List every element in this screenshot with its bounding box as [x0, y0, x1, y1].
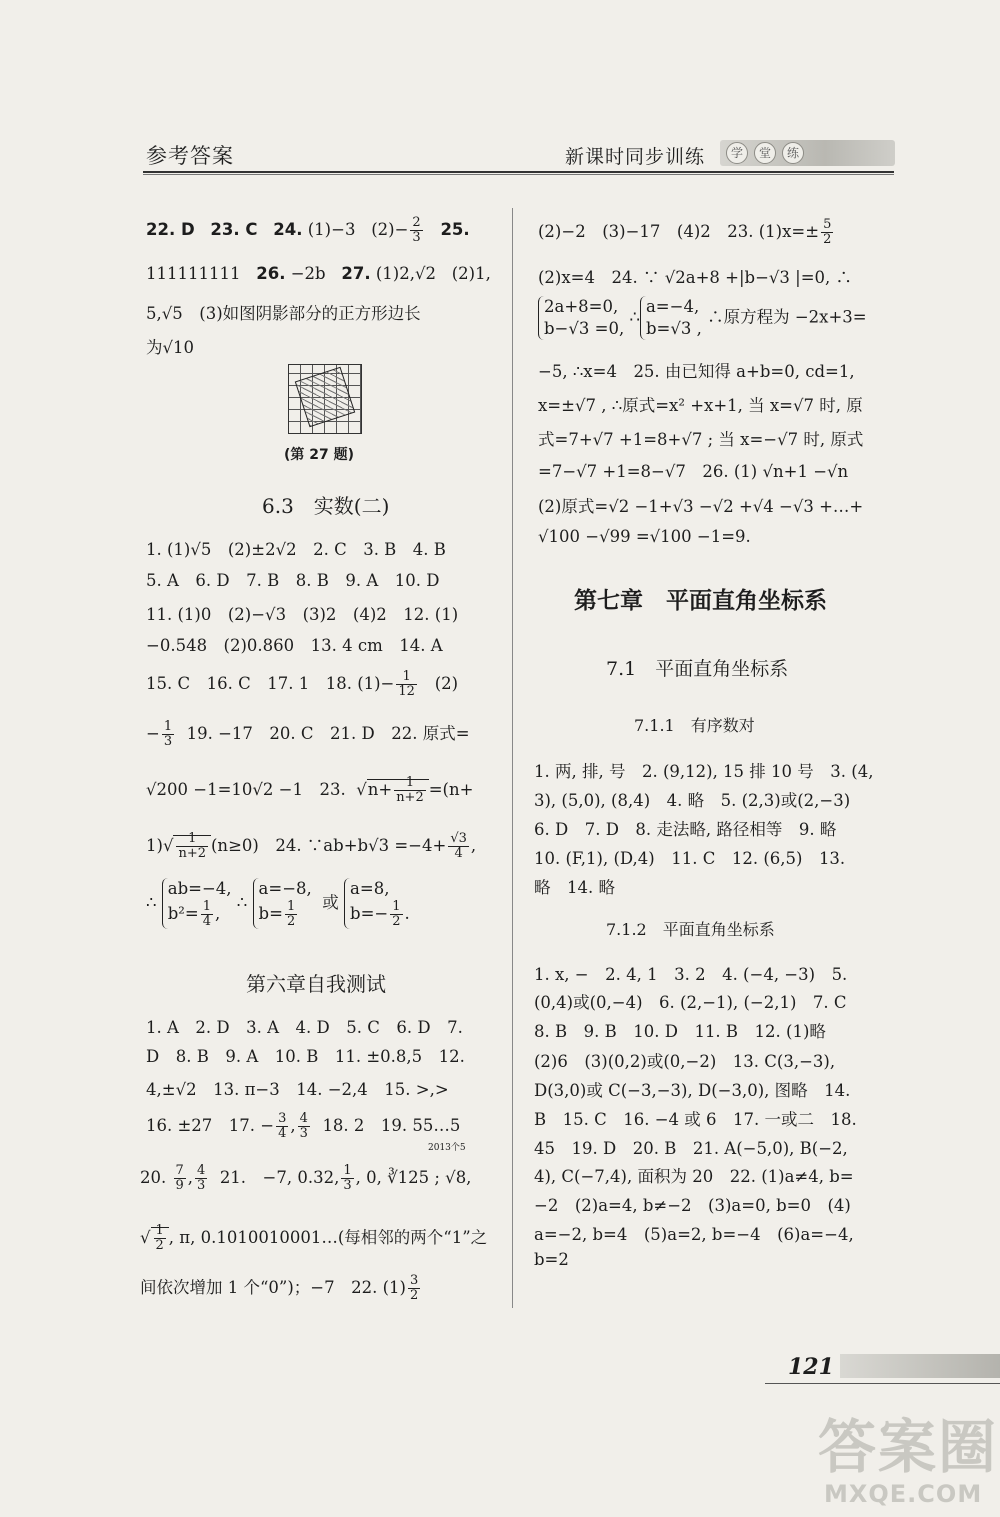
answer-line: 1. 两, 排, 号 2. (9,12), 15 排 10 号 3. (4,	[534, 762, 874, 781]
answer-line: D(3,0)或 C(−3,−3), D(−3,0), 图略 14.	[534, 1081, 851, 1100]
answer-line: 20. $\frac{7}{9}$ , $\frac{4}{3}$ 21. −7, 0.32, $\frac{1}{3}$ , 0, ∛125 ; √8,	[140, 1163, 472, 1193]
fraction	[201, 900, 213, 929]
watermark-logo: 答案圈	[818, 1413, 999, 1481]
answer-line: 6. D 7. D 8. 走法略, 路径相等 9. 略	[534, 820, 837, 839]
answer-27-part2: (2)1,	[451, 264, 491, 283]
answer-line: x=±√7 , ∴原式=x² +x+1, 当 x=√7 时, 原	[538, 396, 863, 415]
answer-line: 11. (1)0 (2)−√3 (3)2 (4)2 12. (1)	[146, 605, 459, 624]
answer-line: 1. A 2. D 3. A 4. D 5. C 6. D 7.	[146, 1018, 463, 1037]
answer-line: =7−√7 +1=8−√7 26. (1) √n+1 −√n	[538, 462, 849, 481]
equation-system: ab=−4, b²= $\frac{1}{4}$ ,	[162, 878, 232, 929]
header-rule-thin	[143, 174, 894, 175]
answer-text: ,	[470, 836, 477, 855]
answer-text: 20.	[140, 1168, 167, 1187]
answer-line: (2)原式=√2 −1+√3 −√2 +√4 −√3 +…+	[538, 497, 864, 516]
equation-system	[640, 296, 702, 340]
numerator: √3	[450, 831, 467, 846]
therefore-symbol: ∴	[236, 893, 248, 912]
numerator: 1	[392, 899, 401, 914]
denominator: 12	[398, 684, 415, 699]
denominator: 3	[343, 1178, 352, 1193]
answer-line: 式=7+√7 +1=8+√7 ; 当 x=−√7 时, 原式	[538, 430, 864, 449]
answer-line: 为√10	[146, 338, 195, 357]
answer-line: √ $\frac{1}{2}$ , π, 0.1010010001…(每相邻的两个“1”之	[140, 1223, 488, 1253]
figure-caption: (第 27 题)	[284, 447, 355, 463]
numerator: 1	[394, 776, 426, 791]
answer-27-number: 27.	[341, 264, 371, 283]
fraction	[410, 216, 422, 245]
answer-text: 21. −7, 0.32,	[219, 1168, 340, 1187]
denominator: 4	[454, 846, 463, 861]
header-rule	[143, 171, 894, 173]
grid-figure	[288, 364, 362, 434]
fraction	[821, 218, 833, 247]
answer-22: 22. D	[146, 220, 195, 239]
sqrt-expression	[173, 831, 211, 861]
column-separator	[512, 208, 513, 1308]
answer-text: 15. C 16. C 17. 1 18. (1)−	[146, 674, 395, 693]
answer-26-number: 26.	[256, 264, 286, 283]
section-title-6-3: 6.3 实数(二)	[262, 494, 390, 518]
answer-line: D 8. B 9. A 10. B 11. ±0.8,5 12.	[146, 1047, 465, 1066]
answer-line: √100 −√99 =√100 −1=9.	[538, 527, 751, 546]
answer-text: (2)−2 (3)−17 (4)2 23. (1)x=±	[538, 222, 820, 241]
watermark-url: MXQE.COM	[824, 1480, 983, 1508]
numerator: 1	[202, 899, 212, 914]
answer-line: 8. B 9. B 10. D 11. B 12. (1)略	[534, 1022, 826, 1041]
numerator: 1	[396, 670, 417, 685]
equation-system	[538, 296, 624, 340]
answer-text: (2)	[434, 674, 459, 693]
answer-text: 间依次增加 1 个“0”)；−7 22. (1)	[140, 1278, 406, 1297]
fraction	[390, 900, 402, 929]
answer-line: 3), (5,0), (8,4) 4. 略 5. (2,3)或(2,−3)	[534, 791, 851, 810]
page-number-rule	[765, 1383, 1000, 1384]
numerator: 3	[278, 1111, 287, 1126]
fraction	[176, 832, 208, 861]
numerator: 1	[176, 832, 208, 847]
badge-char-2: 堂	[754, 142, 776, 164]
numerator: 2	[412, 215, 421, 230]
header-badge	[720, 140, 895, 166]
section-title-7-1-1: 7.1.1 有序数对	[634, 716, 755, 735]
badge-char-1: 学	[726, 142, 748, 164]
section-title-7-1-2: 7.1.2 平面直角坐标系	[606, 920, 775, 939]
answer-line	[146, 670, 458, 699]
denominator: 3	[163, 734, 173, 749]
answer-24-number: 24.	[273, 220, 303, 239]
numerator: 3	[409, 1273, 419, 1288]
fraction	[394, 776, 426, 805]
fraction	[396, 670, 417, 699]
sqrt-expression	[151, 1223, 169, 1253]
fraction	[276, 1112, 288, 1141]
header-left-title: 参考答案	[146, 144, 234, 168]
fraction	[448, 832, 469, 861]
answer-line: −5, ∴x=4 25. 由已知得 a+b=0, cd=1,	[538, 362, 855, 381]
answer-27-part1: (1)2,√2	[375, 264, 436, 283]
answer-line: 45 19. D 20. B 21. A(−5,0), B(−2,	[534, 1139, 848, 1158]
denominator: 2	[823, 232, 832, 247]
answer-24-part2: (2)−	[371, 220, 409, 239]
denominator: n+2	[396, 790, 424, 805]
denominator: 2	[409, 1288, 419, 1303]
equation-system: a=−8, b= $\frac{1}{2}$	[253, 878, 312, 929]
numerator: 7	[175, 1163, 184, 1178]
answer-text: √200 −1=10√2 −1 23.	[146, 780, 346, 799]
numerator: 1	[343, 1163, 352, 1178]
answer-24-part1: (1)−3	[307, 220, 356, 239]
fraction	[285, 900, 297, 929]
section-title-7-1: 7.1 平面直角坐标系	[606, 658, 789, 680]
numerator: 5	[823, 217, 832, 232]
answer-line	[140, 1274, 422, 1303]
equation: ab=−4,	[167, 879, 232, 898]
badge-char-3: 练	[782, 142, 804, 164]
denominator: 3	[299, 1126, 308, 1141]
equation: b=√3 ,	[645, 319, 702, 338]
denominator: 9	[175, 1178, 184, 1193]
numerator: 4	[197, 1163, 206, 1178]
answer-line: 略 14. 略	[534, 878, 615, 897]
fraction	[408, 1274, 420, 1303]
numerator: 1	[155, 1223, 164, 1238]
answer-line	[146, 878, 410, 929]
answer-text: =(n+	[428, 780, 474, 799]
answer-line: B 15. C 16. −4 或 6 17. 一或二 18.	[534, 1110, 857, 1129]
denominator: 2	[286, 914, 296, 929]
equation: a=−4,	[645, 297, 700, 316]
fraction	[162, 720, 174, 749]
answer-text: 19. −17 20. C 21. D 22. 原式=	[186, 724, 470, 743]
answer-line: 5,√5 (3)如图阴影部分的正方形边长	[146, 304, 421, 323]
fraction	[341, 1164, 353, 1193]
chapter-title-7: 第七章 平面直角坐标系	[574, 588, 827, 614]
answer-text: 18. 2 19. 55…5	[322, 1116, 461, 1135]
page-number: 121	[788, 1354, 834, 1380]
answer-line: 4,±√2 13. π−3 14. −2,4 15. >,>	[146, 1080, 449, 1099]
denominator: 3	[197, 1178, 206, 1193]
denominator: 2	[392, 914, 401, 929]
sqrt-expression	[367, 775, 429, 805]
equation: a=8,	[350, 879, 390, 898]
answer-line: − $\frac{1}{3}$ 19. −17 20. C 21. D 22. 原式=	[146, 719, 470, 749]
numerator: 4	[299, 1111, 308, 1126]
equation: 2a+8=0,	[544, 297, 619, 316]
header-right-title: 新课时同步训练	[565, 146, 706, 168]
watermark	[800, 1400, 1000, 1517]
answer-23: 23. C	[210, 220, 258, 239]
answer-text: (n≥0) 24. ∵ab+b√3 =−4+	[211, 836, 447, 855]
answer-text: 16. ±27 17. −	[146, 1116, 275, 1135]
answer-line: b=2	[534, 1250, 569, 1269]
fraction	[195, 1164, 207, 1193]
denominator: 4	[278, 1126, 287, 1141]
answer-line: 2a+8=0, b−√3 =0, ∴a=−4, b=√3 , ∴原方程为 −2x+3=	[538, 296, 867, 340]
answer-text: , 0, ∛125 ; √8,	[355, 1168, 472, 1187]
answer-line	[146, 264, 491, 283]
answer-line: 1. (1)√5 (2)±2√2 2. C 3. B 4. B	[146, 540, 446, 559]
section-title-chapter6-test: 第六章自我测试	[246, 972, 386, 996]
shaded-square	[295, 367, 355, 427]
answer-line: 4), C(−7,4), 面积为 20 22. (1)a≠4, b=	[534, 1167, 854, 1186]
answer-line: −0.548 (2)0.860 13. 4 cm 14. A	[146, 636, 443, 655]
equation: a=−8,	[258, 879, 312, 898]
answer-26-value: −2b	[290, 264, 326, 283]
underbrace-label: 2013个5	[428, 1143, 466, 1153]
therefore-symbol: ∴	[146, 893, 157, 912]
answer-line: 10. (F,1), (D,4) 11. C 12. (6,5) 13.	[534, 849, 846, 868]
answer-line	[146, 216, 470, 245]
denominator: 4	[202, 914, 212, 929]
answer-line: −2 (2)a=4, b≠−2 (3)a=0, b=0 (4)	[534, 1196, 851, 1215]
answer-text: ∴原方程为 −2x+3=	[707, 307, 867, 327]
answer-line: 16. ±27 17. − $\frac{3}{4}$ , $\frac{4}{3}$ 18. 2 19. 55…5	[146, 1111, 461, 1141]
answer-25-value: 111111111	[146, 264, 241, 283]
answer-line: √200 −1=10√2 −1 23. √n+ $\frac{1}{n+2}$ =(n+	[146, 775, 474, 805]
answer-line: 1. x, − 2. 4, 1 3. 2 4. (−4, −3) 5.	[534, 965, 848, 984]
answer-line: 5. A 6. D 7. B 8. B 9. A 10. D	[146, 571, 440, 590]
answer-line: 1)√ $\frac{1}{n+2}$ (n≥0) 24. ∵ab+b√3 =−4+ $\frac{√3}{4}$ ,	[146, 831, 477, 861]
answer-line: (2)6 (3)(0,2)或(0,−2) 13. C(3,−3),	[534, 1052, 836, 1071]
denominator: 2	[155, 1238, 164, 1253]
denominator: n+2	[178, 846, 206, 861]
answer-text: , π, 0.1010010001…(每相邻的两个“1”之	[168, 1228, 488, 1247]
answer-line: (0,4)或(0,−4) 6. (2,−1), (−2,1) 7. C	[534, 993, 847, 1012]
page-number-bar	[840, 1354, 1000, 1378]
answer-25-number: 25.	[440, 220, 470, 239]
numerator: 1	[286, 899, 296, 914]
answer-line: a=−2, b=4 (5)a=2, b=−4 (6)a=−4,	[534, 1225, 854, 1244]
answer-text: 1)	[146, 836, 163, 855]
equation-system: a=8, b=− $\frac{1}{2}$ .	[344, 878, 410, 929]
answer-text: n+	[367, 780, 393, 799]
numerator: 1	[163, 719, 173, 734]
answer-line: (2)x=4 24. ∵ √2a+8 +|b−√3 |=0, ∴	[538, 268, 853, 287]
fraction	[154, 1224, 166, 1253]
or-word: 或	[322, 893, 339, 912]
fraction	[174, 1164, 186, 1193]
answer-line	[538, 218, 835, 247]
denominator: 3	[412, 230, 421, 245]
equation: b−√3 =0,	[544, 319, 625, 338]
fraction	[298, 1112, 310, 1141]
